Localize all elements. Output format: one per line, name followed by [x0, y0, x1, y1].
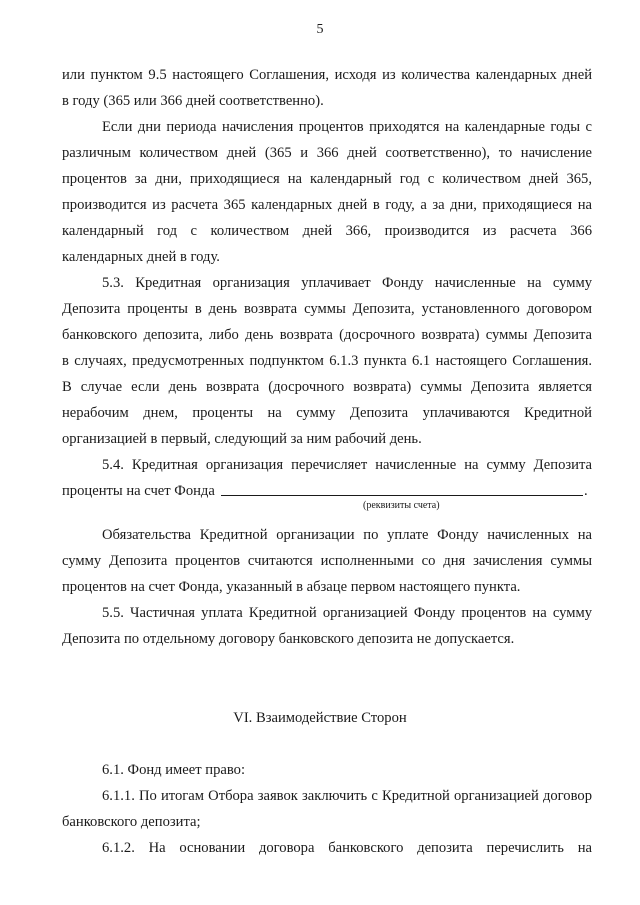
paragraph-line: сумму Депозита процентов считаются исполненными со дня зачисления суммы: [62, 553, 592, 569]
paragraph-line: Депозита проценты в день возврата суммы Депозита, установленного договором: [62, 301, 592, 317]
paragraph-line: 6.1.1. По итогам Отбора заявок заключить с Кредитной организацией договор: [102, 788, 592, 804]
paragraph-line: 5.5. Частичная уплата Кредитной организацией Фонду процентов на сумму: [102, 605, 592, 621]
paragraph-line: 5.4. Кредитная организация перечисляет начисленные на сумму Депозита: [102, 457, 592, 473]
paragraph-line: различным количеством дней (365 и 366 дней соответственно), то начисление: [62, 145, 592, 161]
paragraph-line: процентов за дни, приходящиеся на календарный год с количеством дней 365,: [62, 171, 592, 187]
paragraph-line: организацией в первый, следующий за ним рабочий день.: [62, 431, 422, 447]
paragraph-line: календарный год с количеством дней 366, производится из расчета 366: [62, 223, 592, 239]
paragraph-line: в году (365 или 366 дней соответственно).: [62, 93, 324, 109]
paragraph-line: 5.3. Кредитная организация уплачивает Фонду начисленные на сумму: [102, 275, 592, 291]
section-title: VI. Взаимодействие Сторон: [233, 710, 407, 726]
paragraph-line: в случаях, предусмотренных подпунктом 6.1.3 пункта 6.1 настоящего Соглашения.: [62, 353, 592, 369]
paragraph-line: производится из расчета 365 календарных дней в году, а за дни, приходящиеся на: [62, 197, 592, 213]
paragraph-line: 6.1.2. На основании договора банковского депозита перечислить на: [102, 840, 592, 856]
paragraph-line: банковского депозита;: [62, 814, 201, 830]
paragraph-line: календарных дней в году.: [62, 249, 220, 265]
paragraph-line-end: .: [584, 483, 588, 499]
paragraph-line: 6.1. Фонд имеет право:: [102, 762, 246, 778]
paragraph-line: Обязательства Кредитной организации по уплате Фонду начисленных на: [102, 527, 592, 543]
paragraph-line: нерабочим днем, проценты на сумму Депозита уплачиваются Кредитной: [62, 405, 592, 421]
paragraph-line: В случае если день возврата (досрочного возврата) суммы Депозита является: [62, 379, 592, 395]
paragraph-line: Если дни периода начисления процентов приходятся на календарные годы с: [102, 119, 592, 135]
account-details-caption: (реквизиты счета): [363, 500, 440, 511]
paragraph-line: проценты на счет Фонда: [62, 483, 215, 499]
account-details-blank: [221, 495, 583, 496]
paragraph-line: банковского депозита, либо день возврата (досрочного возврата) суммы Депозита: [62, 327, 592, 343]
paragraph-line: Депозита по отдельному договору банковского депозита не допускается.: [62, 631, 515, 647]
paragraph-line: или пунктом 9.5 настоящего Соглашения, исходя из количества календарных дней: [62, 67, 592, 83]
paragraph-line: процентов на счет Фонда, указанный в абзаце первом настоящего пункта.: [62, 579, 521, 595]
page-number: 5: [316, 22, 324, 37]
